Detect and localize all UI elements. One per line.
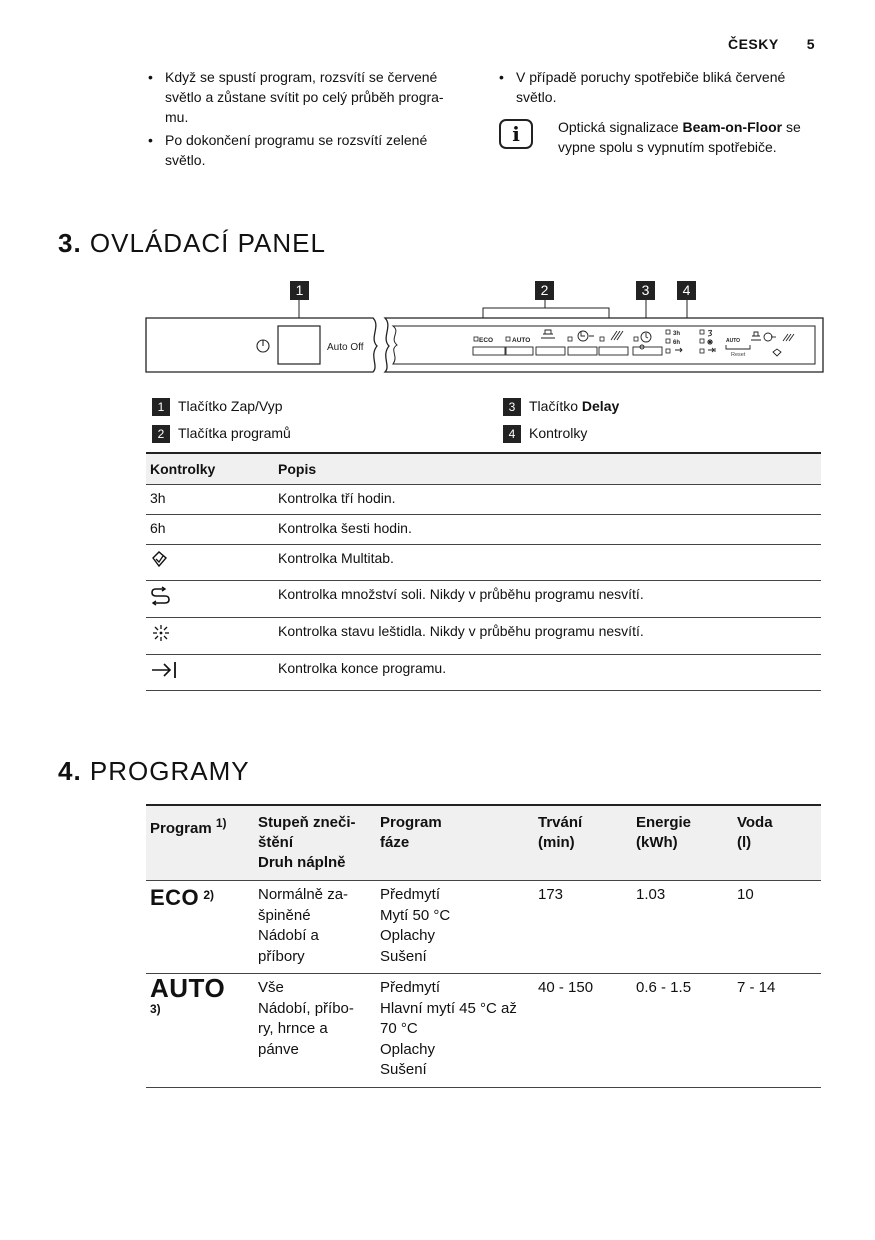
- indicator-cell: 6h: [146, 515, 274, 545]
- panel-reset-label: Reset: [731, 352, 746, 358]
- water-cell: 7 - 14: [733, 974, 821, 1088]
- description-cell: Kontrolka šesti hodin.: [274, 515, 821, 545]
- legend-item-4: 4 Kontrolky: [503, 424, 587, 443]
- table-row: [146, 581, 821, 618]
- soil-cell: Vše Nádobí, příbo- ry, hrnce a pánve: [254, 974, 376, 1088]
- callout-2: 2: [535, 281, 554, 300]
- rinse-aid-icon: [150, 623, 172, 643]
- callout-3: 3: [636, 281, 655, 300]
- salt-icon: [150, 586, 172, 606]
- callout-1: 1: [290, 281, 309, 300]
- multitab-icon: [150, 550, 168, 568]
- legend-item-1: 1 Tlačítko Zap/Vyp: [152, 397, 283, 416]
- panel-3h-label: 3h: [673, 331, 681, 337]
- table-row: [146, 618, 821, 655]
- list-item: • Po dokončení programu se rozsvítí zelené světlo.: [148, 130, 463, 170]
- indicator-cell: [146, 581, 274, 618]
- phases-cell: Předmytí Mytí 50 °C Oplachy Sušení: [376, 881, 534, 974]
- header-language: ČESKY: [727, 36, 779, 52]
- callout-4: 4: [677, 281, 696, 300]
- col-header-soil: Stupeň zneči- štění Druh náplně: [254, 805, 376, 881]
- end-of-program-icon: [150, 660, 178, 680]
- table-row: [146, 881, 821, 974]
- col-header-description: Popis: [274, 453, 821, 485]
- description-cell: Kontrolka tří hodin.: [274, 485, 821, 515]
- panel-auto-small-label: AUTO: [726, 338, 741, 344]
- indicator-cell: [146, 618, 274, 655]
- page-number: 5: [806, 36, 815, 52]
- table-header-row: [146, 453, 821, 485]
- programs-table: [146, 804, 821, 1088]
- indicator-cell: [146, 655, 274, 691]
- legend-item-2: 2 Tlačítka programů: [152, 424, 291, 443]
- info-note: Optická signalizace Beam-on-Floor se vypne spolu s vypnutím spotřebiče.: [558, 119, 801, 155]
- description-cell: Kontrolka množství soli. Nikdy v průběhu programu nesvítí.: [274, 581, 821, 618]
- water-cell: 10: [733, 881, 821, 974]
- note-bold: Beam-on-Floor: [682, 119, 783, 135]
- auto-off-label: Auto Off: [327, 342, 364, 353]
- phases-cell: Předmytí Hlavní mytí 45 °C až 70 °C Oplachy Sušení: [376, 974, 534, 1088]
- left-bullet-list: [148, 67, 463, 173]
- panel-6h-label: 6h: [673, 340, 681, 346]
- col-header-energy: Energie (kWh): [632, 805, 733, 881]
- table-row: [146, 485, 821, 515]
- col-header-phases: Program fáze: [376, 805, 534, 881]
- program-cell: ECO $^{2)}$: [146, 881, 254, 974]
- table-header-row: [146, 805, 821, 881]
- description-cell: Kontrolka stavu leštidla. Nikdy v průběhu programu nesvítí.: [274, 618, 821, 655]
- description-cell: Kontrolka konce programu.: [274, 655, 821, 691]
- section-4-title: 4. PROGRAMY: [58, 756, 250, 786]
- legend-item-3: 3 Tlačítko Delay: [503, 397, 619, 416]
- right-bullet-list: [499, 67, 814, 110]
- panel-auto-label: AUTO: [512, 337, 531, 344]
- duration-cell: 40 - 150: [534, 974, 632, 1088]
- section-3-title: 3. OVLÁDACÍ PANEL: [58, 228, 326, 258]
- description-cell: Kontrolka Multitab.: [274, 545, 821, 581]
- table-row: [146, 655, 821, 691]
- col-header-indicator: Kontrolky: [146, 453, 274, 485]
- list-item: • V případě poruchy spotřebiče bliká červené světlo.: [499, 67, 814, 107]
- indicators-table: [146, 452, 821, 691]
- program-cell: AUTO 3): [146, 974, 254, 1088]
- control-panel-diagram: [145, 300, 825, 375]
- list-item: • Když se spustí program, rozsvítí se červené světlo a zůstane svítit po celý průběh progra-mu.: [148, 67, 463, 127]
- col-header-water: Voda (l): [733, 805, 821, 881]
- duration-cell: 173: [534, 881, 632, 974]
- col-header-program: Program $^{1)}$: [146, 805, 254, 881]
- indicator-cell: [146, 545, 274, 581]
- energy-cell: 1.03: [632, 881, 733, 974]
- indicator-cell: 3h: [146, 485, 274, 515]
- table-row: [146, 545, 821, 581]
- col-header-duration: Trvání (min): [534, 805, 632, 881]
- page-header: [728, 36, 815, 52]
- table-row: [146, 974, 821, 1088]
- energy-cell: 0.6 - 1.5: [632, 974, 733, 1088]
- table-row: [146, 515, 821, 545]
- info-icon: i: [499, 119, 533, 149]
- panel-eco-label: ECO: [479, 337, 494, 344]
- soil-cell: Normálně za- špiněné Nádobí a příbory: [254, 881, 376, 974]
